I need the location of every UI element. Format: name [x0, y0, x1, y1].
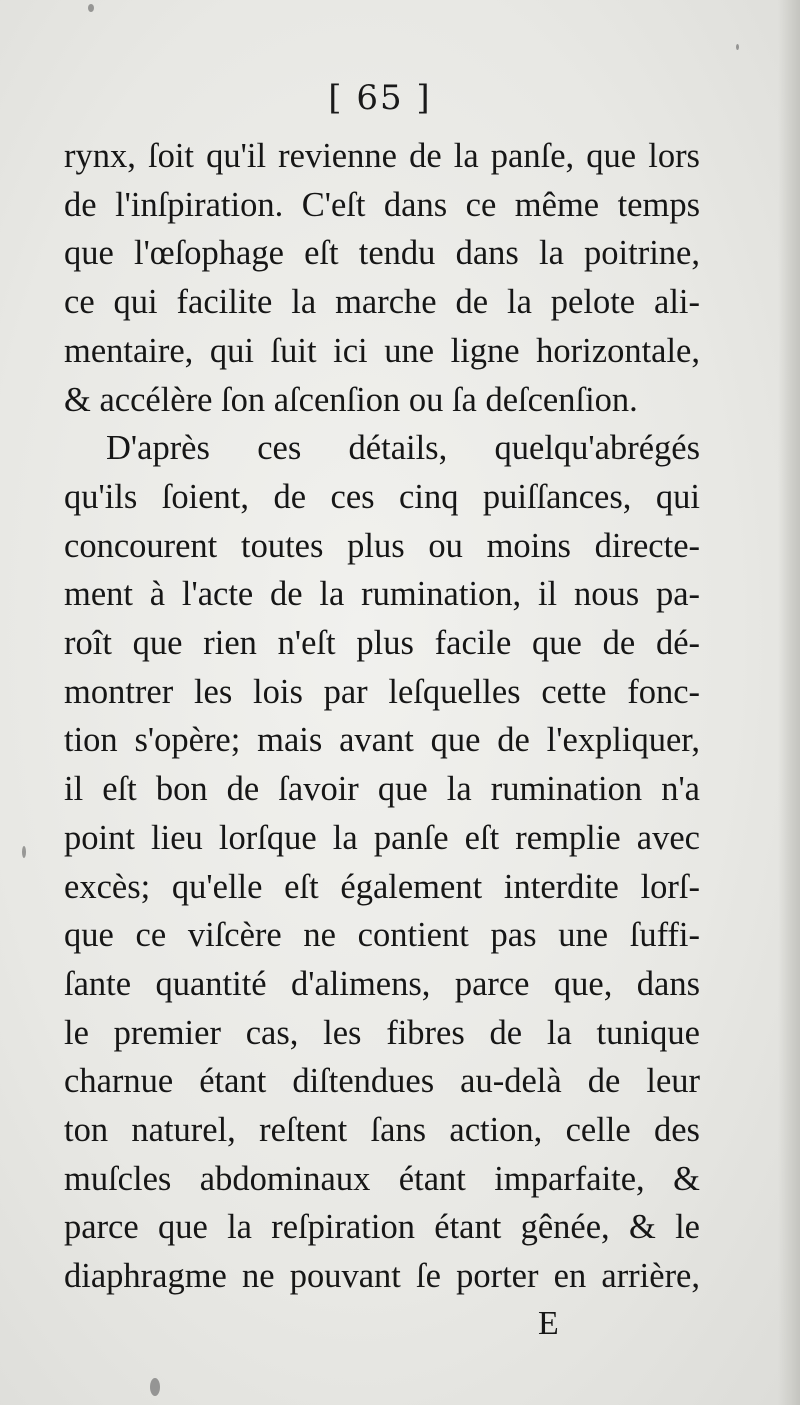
text-line: il eſt bon de ſavoir que la rumination n'a	[64, 770, 700, 809]
text-line: diaphragme ne pouvant ſe porter en arrière,	[64, 1257, 700, 1296]
signature-mark: E	[538, 1305, 559, 1342]
page-edge-shadow	[778, 0, 800, 1405]
text-line: D'après ces détails, quelqu'abrégés	[106, 429, 700, 468]
text-line: rynx, ſoit qu'il revienne de la panſe, que lors	[64, 137, 700, 175]
text-line: point lieu lorſque la panſe eſt remplie avec	[64, 818, 700, 857]
text-line: mentaire, qui ſuit ici une ligne horizontale,	[64, 331, 700, 370]
text-line: tion s'opère; mais avant que de l'expliquer,	[64, 721, 700, 760]
text-line: charnue étant diſtendues au-delà de leur	[64, 1062, 700, 1101]
text-line: excès; qu'elle eſt également interdite lorſ-	[64, 867, 700, 906]
page-number-header: [ 65 ]	[328, 78, 432, 118]
paper-speck	[22, 846, 26, 858]
text-line: de l'inſpiration. C'eſt dans ce même temps	[64, 185, 700, 224]
paper-speck	[88, 4, 94, 12]
paper-speck	[150, 1378, 160, 1396]
text-line: parce que la reſpiration étant gênée, & le	[64, 1208, 700, 1247]
text-line: roît que rien n'eſt plus facile que de dé-	[64, 624, 700, 663]
text-line: qu'ils ſoient, de ces cinq puiſſances, qui	[64, 477, 700, 516]
text-line: concourent toutes plus ou moins directe-	[64, 526, 700, 565]
text-line: ment à l'acte de la rumination, il nous pa-	[64, 575, 700, 614]
text-line: & accélère ſon aſcenſion ou ſa deſcenſion.	[64, 380, 638, 419]
text-line: le premier cas, les fibres de la tunique	[64, 1013, 700, 1052]
body-text	[64, 132, 700, 1301]
text-line: ce qui facilite la marche de la pelote ali-	[64, 283, 700, 322]
text-line: que l'œſophage eſt tendu dans la poitrine,	[64, 234, 700, 273]
text-line: muſcles abdominaux étant imparfaite, &	[64, 1159, 700, 1198]
paper-speck	[736, 44, 739, 50]
text-line: montrer les lois par leſquelles cette fonc-	[64, 672, 700, 711]
text-line: ſante quantité d'alimens, parce que, dans	[64, 964, 700, 1003]
text-line: que ce viſcère ne contient pas une ſuffi-	[64, 916, 700, 955]
text-line: ton naturel, reſtent ſans action, celle des	[64, 1111, 700, 1150]
